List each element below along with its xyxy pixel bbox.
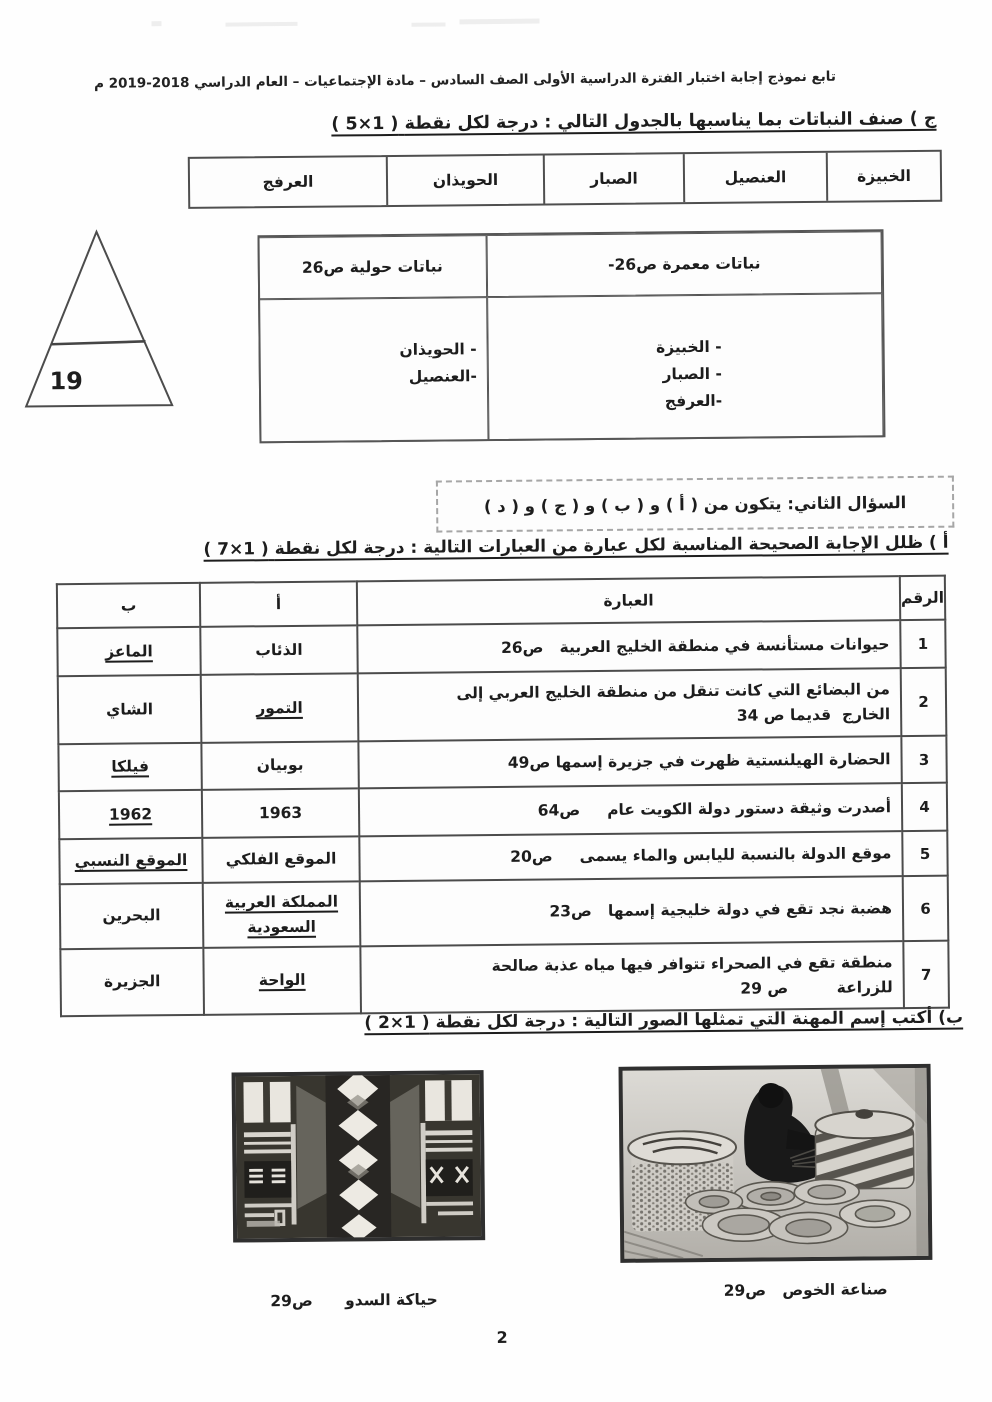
choice-a-cell: المملكة العربية السعودية (203, 881, 361, 948)
plant-item: الحويذان (386, 156, 543, 206)
choice-b-cell: البحرين (60, 883, 204, 949)
sadu-caption: حياكة السدو ص29 (270, 1290, 438, 1311)
grading-triangle-mark (17, 225, 181, 415)
perennial-header-cell: نباتات معمرة ص26- (487, 231, 883, 297)
basketry-caption: صناعة الخوص ص29 (723, 1280, 888, 1300)
perennial-item: - الخبيزة (655, 337, 722, 357)
table-row (60, 876, 949, 950)
perennial-item: - الصبار (662, 364, 722, 384)
scan-artifact (411, 22, 445, 26)
table-row (57, 620, 945, 677)
document-header: تابع نموذج إجابة اختبار الفترة الدراسية الأولى الصف السادس – مادة الإجتماعيات – العام الدراسي 2018-2019 م (93, 68, 836, 92)
basket-weaving-illustration (623, 1068, 929, 1259)
choice-b-cell: الماعز (57, 627, 200, 676)
row-number: 5 (902, 831, 947, 876)
choice-a-cell: التمور (201, 673, 359, 743)
header-choice-a: أ (200, 581, 357, 627)
page-number: 2 (496, 1327, 508, 1348)
mcq-answer-table (56, 575, 950, 1018)
sadu-textile-illustration (236, 1074, 482, 1238)
annual-header-cell: نباتات حولية ص26 (258, 235, 488, 299)
table-row (58, 668, 947, 745)
table-row (58, 736, 946, 792)
choice-a-cell: 1963 (202, 788, 359, 838)
choice-a-cell: الموقع الفلكي (202, 836, 359, 883)
row-statement: الحضارة الهيلنستية ظهرت في جزيرة إسمها ص49 (358, 736, 901, 788)
row-statement: أصدرت وثيقة دستور دولة الكويت عام ص64 (359, 783, 902, 836)
row-number: 6 (903, 876, 949, 941)
perennial-item: -العرفج (664, 392, 723, 411)
part-a-score: ( 7×1 ) (203, 539, 269, 560)
basket-weaving-photo (619, 1064, 933, 1263)
row-statement: هضبة نجد تقع في دولة خليجية إسمها ص23 (360, 876, 904, 946)
row-number: 4 (902, 783, 947, 831)
choice-b-cell: الشاي (58, 675, 202, 744)
table-row (59, 783, 947, 840)
part-b-title-text: ب) أكتب إسم المهنة التي تمثلها الصور التالية : درجة لكل نقطة (429, 1007, 964, 1033)
choice-b-cell: 1962 (59, 790, 202, 839)
plant-item: العرفج (262, 172, 314, 192)
annual-item: - الحويذان (399, 340, 477, 359)
row-number: 3 (901, 736, 946, 783)
scan-artifact (225, 22, 297, 27)
part-a-title (203, 533, 948, 560)
section-c-title (331, 109, 936, 135)
row-statement: من البضائع التي كانت تنقل من منطقة الخليج العربي إلى الخارج قديما ص 34 (358, 668, 902, 741)
choice-b-cell: فيلكا (58, 743, 201, 791)
row-number: 7 (903, 941, 949, 1008)
question2-intro-box: السؤال الثاني: يتكون من ( أ ) و ( ب ) و ( ج ) و ( د ) (436, 476, 954, 533)
perennial-items-cell (487, 293, 883, 441)
scan-artifact (151, 21, 161, 26)
row-statement: منطقة تقع في الصحراء تتوافر فيها مياه عذبة صالحة للزراعة ص 29 (360, 941, 904, 1013)
plants-classification-table (258, 229, 886, 443)
row-number: 1 (900, 620, 945, 668)
part-b-score: ( 2×1 ) (364, 1012, 430, 1034)
plant-item: الخبيزة (826, 152, 940, 201)
row-number: 2 (901, 668, 947, 736)
annual-item: -العنصيل (408, 367, 477, 386)
table-row (60, 941, 949, 1017)
choice-a-cell: بوبيان (201, 741, 358, 790)
annual-items-cell (258, 297, 488, 443)
plant-item: الصبار (543, 154, 683, 203)
plant-item: العنصيل (683, 153, 826, 202)
section-c-title-text: ج ) صنف النباتات بما يناسبها بالجدول التالي : درجة لكل نقطة (404, 108, 937, 134)
header-choice-b: ب (57, 583, 200, 628)
part-a-title-text: أ ) ظلل الإجابة الصحيحة المناسبة لكل عبارة من العبارات التالية : درجة لكل نقطة (274, 532, 949, 560)
choice-a-cell: الواحة (203, 946, 361, 1015)
choice-a-cell: الذئاب (200, 625, 357, 675)
score-value: 19 (49, 366, 84, 396)
plants-word-bank-table (188, 150, 942, 209)
triangle-icon (17, 225, 181, 415)
row-statement: حيوانات مستأنسة في منطقة الخليج العربية ص26 (357, 620, 900, 673)
scan-artifact (459, 19, 539, 25)
sadu-weaving-photo (232, 1070, 486, 1242)
choice-b-cell: الجزيرة (60, 948, 204, 1016)
section-c-score: ( 5×1 ) (331, 113, 399, 135)
header-number: الرقم (900, 576, 945, 620)
row-statement: موقع الدولة بالنسبة لليابس والماء يسمى ص20 (359, 831, 902, 881)
header-statement: العبارة (357, 576, 900, 625)
choice-b-cell: الموقع النسبي (59, 838, 202, 884)
